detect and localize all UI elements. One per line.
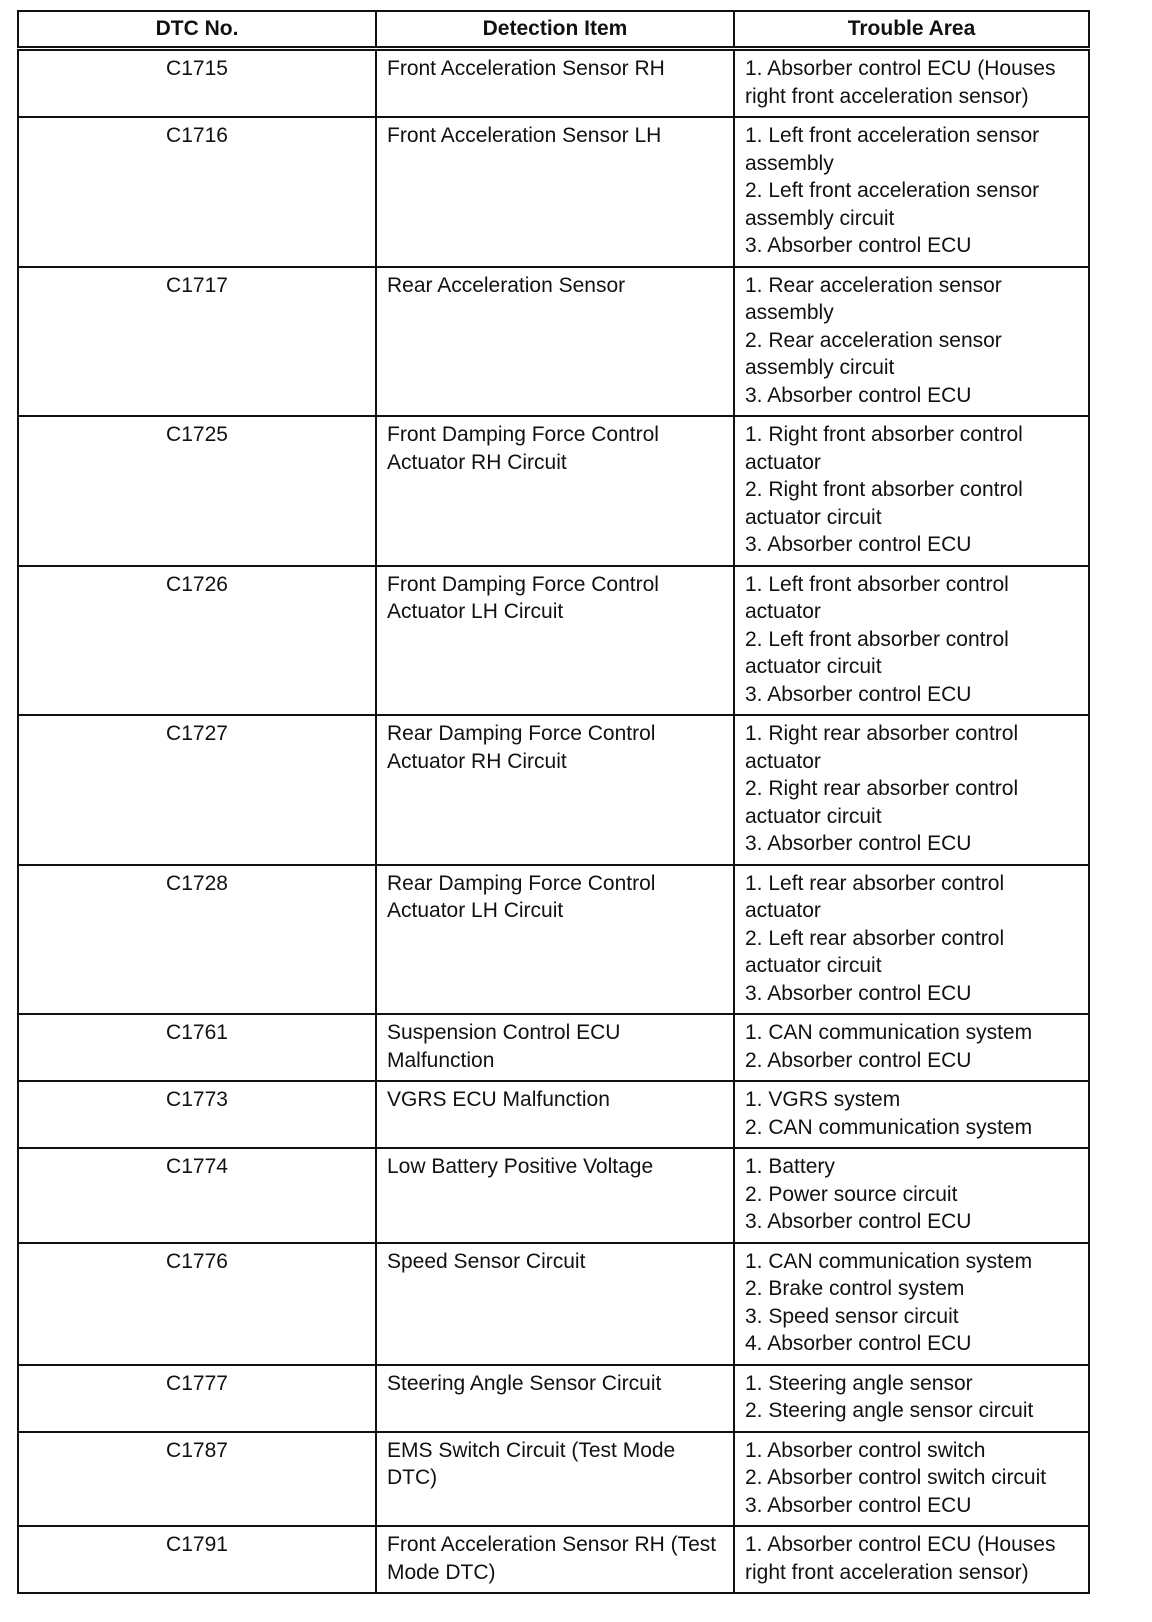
trouble-area-item: 1. CAN communication system — [745, 1021, 1033, 1044]
trouble-area-cell — [734, 1365, 1089, 1432]
table-row — [18, 267, 1089, 417]
header-dtc-no: DTC No. — [18, 11, 376, 49]
detection-item-cell: Low Battery Positive Voltage — [376, 1148, 734, 1243]
trouble-area-item: 1. Absorber control ECU (Houses right front acceleration sensor) — [745, 57, 1056, 108]
detection-item-cell: Suspension Control ECU Malfunction — [376, 1014, 734, 1081]
dtc-code-cell: C1716 — [18, 117, 376, 267]
table-row — [18, 49, 1089, 118]
detection-item-cell: Rear Acceleration Sensor — [376, 267, 734, 417]
trouble-area-cell — [734, 1432, 1089, 1527]
detection-item-cell: Speed Sensor Circuit — [376, 1243, 734, 1365]
trouble-area-item: 1. Right rear absorber control actuator — [745, 722, 1019, 773]
dtc-code-cell: C1774 — [18, 1148, 376, 1243]
trouble-area-item: 3. Absorber control ECU — [745, 533, 972, 556]
trouble-area-item: 1. Absorber control switch — [745, 1438, 986, 1462]
trouble-area-cell — [734, 267, 1089, 417]
table-row — [18, 1432, 1089, 1527]
trouble-area-item: 3. Absorber control ECU — [745, 1210, 972, 1233]
trouble-area-item: 3. Absorber control ECU — [745, 383, 972, 407]
trouble-area-item: 1. Rear acceleration sensor assembly — [745, 273, 1002, 324]
table-row — [18, 117, 1089, 267]
dtc-code-cell: C1715 — [18, 49, 376, 118]
table-row — [18, 865, 1089, 1015]
detection-item-cell: Front Acceleration Sensor LH — [376, 117, 734, 267]
trouble-area-item: 3. Absorber control ECU — [745, 981, 972, 1005]
trouble-area-cell — [734, 1014, 1089, 1081]
table-row — [18, 566, 1089, 716]
trouble-area-item: 2. Brake control system — [745, 1277, 965, 1300]
trouble-area-item: 2. Left front acceleration sensor assembly circuit — [745, 179, 1040, 230]
trouble-area-item: 2. CAN communication system — [745, 1115, 1033, 1139]
header-row — [18, 11, 1089, 49]
dtc-table — [17, 10, 1090, 1594]
table-row — [18, 1526, 1089, 1593]
trouble-area-item: 3. Absorber control ECU — [745, 234, 972, 257]
trouble-area-item: 3. Absorber control ECU — [745, 832, 972, 855]
trouble-area-cell — [734, 1081, 1089, 1148]
detection-item-cell: Front Acceleration Sensor RH — [376, 49, 734, 118]
trouble-area-item: 1. Left front acceleration sensor assembly — [745, 124, 1040, 175]
trouble-area-item: 2. Right rear absorber control actuator circuit — [745, 777, 1019, 828]
dtc-code-cell: C1777 — [18, 1365, 376, 1432]
table-row — [18, 1014, 1089, 1081]
detection-item-cell: Rear Damping Force Control Actuator LH Circuit — [376, 865, 734, 1015]
trouble-area-cell — [734, 1526, 1089, 1593]
trouble-area-cell — [734, 566, 1089, 716]
trouble-area-item: 2. Power source circuit — [745, 1182, 958, 1206]
table-header — [18, 11, 1089, 49]
table-row — [18, 1081, 1089, 1148]
detection-item-cell: Front Acceleration Sensor RH (Test Mode DTC) — [376, 1526, 734, 1593]
detection-item-cell: Front Damping Force Control Actuator RH Circuit — [376, 416, 734, 566]
trouble-area-item: 1. Absorber control ECU (Houses right front acceleration sensor) — [745, 1533, 1056, 1584]
table-row — [18, 416, 1089, 566]
detection-item-cell: EMS Switch Circuit (Test Mode DTC) — [376, 1432, 734, 1527]
trouble-area-item: 1. Battery — [745, 1155, 835, 1178]
trouble-area-cell — [734, 1243, 1089, 1365]
dtc-code-cell: C1725 — [18, 416, 376, 566]
dtc-code-cell: C1761 — [18, 1014, 376, 1081]
trouble-area-item: 2. Left front absorber control actuator circuit — [745, 627, 1009, 678]
trouble-area-item: 1. VGRS system — [745, 1088, 901, 1111]
trouble-area-item: 4. Absorber control ECU — [745, 1332, 972, 1355]
dtc-code-cell: C1726 — [18, 566, 376, 716]
dtc-code-cell: C1727 — [18, 715, 376, 865]
detection-item-cell: Rear Damping Force Control Actuator RH Circuit — [376, 715, 734, 865]
dtc-code-cell: C1791 — [18, 1526, 376, 1593]
trouble-area-item: 3. Absorber control ECU — [745, 1493, 972, 1517]
trouble-area-item: 2. Right front absorber control actuator circuit — [745, 478, 1023, 529]
detection-item-cell: Front Damping Force Control Actuator LH Circuit — [376, 566, 734, 716]
trouble-area-item: 1. Left front absorber control actuator — [745, 572, 1009, 623]
header-trouble-area: Trouble Area — [734, 11, 1089, 49]
trouble-area-item: 1. Steering angle sensor — [745, 1371, 973, 1395]
dtc-code-cell: C1776 — [18, 1243, 376, 1365]
trouble-area-item: 3. Absorber control ECU — [745, 682, 972, 706]
table-row — [18, 1365, 1089, 1432]
detection-item-cell: Steering Angle Sensor Circuit — [376, 1365, 734, 1432]
trouble-area-cell — [734, 865, 1089, 1015]
table-row — [18, 1148, 1089, 1243]
trouble-area-item: 2. Left rear absorber control actuator circuit — [745, 926, 1005, 977]
dtc-code-cell: C1728 — [18, 865, 376, 1015]
table-body — [18, 49, 1089, 1594]
trouble-area-item: 1. Right front absorber control actuator — [745, 423, 1023, 474]
trouble-area-cell — [734, 416, 1089, 566]
table-row — [18, 1243, 1089, 1365]
dtc-code-cell: C1717 — [18, 267, 376, 417]
trouble-area-item: 1. Left rear absorber control actuator — [745, 871, 1005, 922]
trouble-area-cell — [734, 117, 1089, 267]
trouble-area-cell — [734, 1148, 1089, 1243]
trouble-area-cell — [734, 715, 1089, 865]
trouble-area-item: 1. CAN communication system — [745, 1249, 1033, 1273]
dtc-code-cell: C1787 — [18, 1432, 376, 1527]
table-row — [18, 715, 1089, 865]
trouble-area-item: 2. Absorber control ECU — [745, 1048, 972, 1072]
detection-item-cell: VGRS ECU Malfunction — [376, 1081, 734, 1148]
trouble-area-item: 3. Speed sensor circuit — [745, 1304, 959, 1328]
dtc-code-cell: C1773 — [18, 1081, 376, 1148]
trouble-area-item: 2. Rear acceleration sensor assembly circuit — [745, 328, 1002, 379]
header-detection-item: Detection Item — [376, 11, 734, 49]
trouble-area-item: 2. Absorber control switch circuit — [745, 1466, 1047, 1489]
trouble-area-item: 2. Steering angle sensor circuit — [745, 1399, 1034, 1422]
trouble-area-cell — [734, 49, 1089, 118]
